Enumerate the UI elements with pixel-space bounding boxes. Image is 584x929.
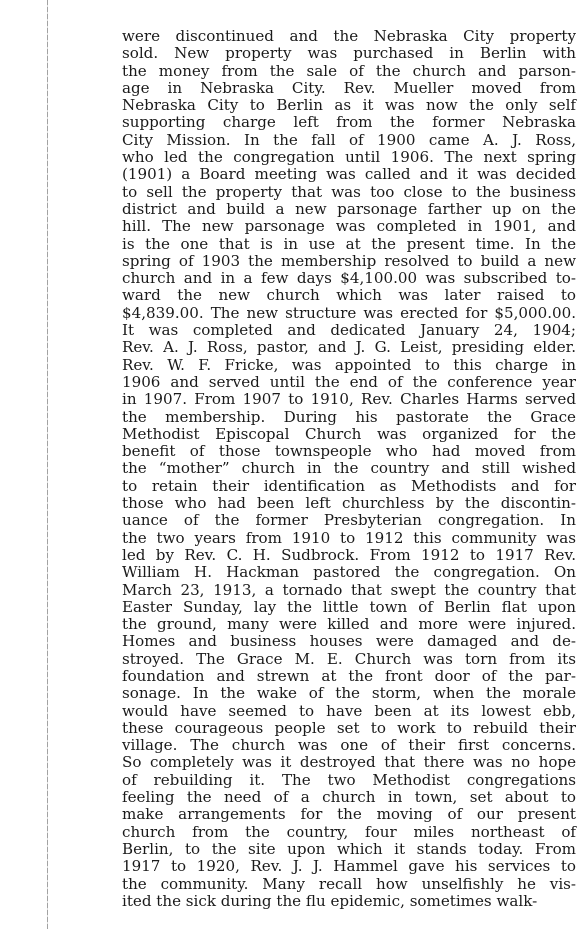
text-line: ward the new church which was later raised to xyxy=(122,286,576,305)
text-line: the membership. During his pastorate the Grace xyxy=(122,407,576,426)
text-line: It was completed and dedicated January 24, 1904; xyxy=(122,321,576,340)
text-line: the “mother” church in the country and still wished xyxy=(122,459,576,478)
text-line: spring of 1903 the membership resolved to build a new xyxy=(122,251,576,270)
text-line: Berlin, to the site upon which it stands today. From xyxy=(122,839,576,858)
text-line: Nebraska City to Berlin as it was now the only self xyxy=(122,96,576,115)
text-line: led by Rev. C. H. Sudbrock. From 1912 to 1917 Rev. xyxy=(122,545,576,564)
text-line: stroyed. The Grace M. E. Church was torn from its xyxy=(122,649,576,668)
text-line: would have seemed to have been at its lowest ebb, xyxy=(122,701,576,720)
text-line: benefit of those townspeople who had moved from xyxy=(122,442,576,461)
text-line: uance of the former Presbyterian congregation. In xyxy=(122,511,576,530)
text-line: village. The church was one of their first concerns. xyxy=(122,736,576,755)
text-line: March 23, 1913, a tornado that swept the country that xyxy=(122,580,576,599)
text-line: to retain their identification as Methodists and for xyxy=(122,476,576,495)
text-line: Methodist Episcopal Church was organized for the xyxy=(122,424,576,443)
binding-margin-line xyxy=(47,0,48,929)
text-line: who led the congregation until 1906. The next spring xyxy=(122,148,576,167)
text-line: these courageous people set to work to rebuild their xyxy=(122,718,576,737)
text-line: the ground, many were killed and more were injured. xyxy=(122,615,576,634)
text-line: make arrangements for the moving of our present xyxy=(122,805,576,824)
text-line: church and in a few days $4,100.00 was subscribed to- xyxy=(122,269,576,288)
text-line: supporting charge left from the former Nebraska xyxy=(122,113,576,132)
text-line: sold. New property was purchased in Berlin with xyxy=(122,44,576,63)
text-line: Easter Sunday, lay the little town of Berlin flat upon xyxy=(122,597,576,616)
text-line: So completely was it destroyed that there was no hope xyxy=(122,753,576,772)
text-line: is the one that is in use at the present time. In the xyxy=(122,234,576,253)
text-line: feeling the need of a church in town, set about to xyxy=(122,788,576,807)
text-line: hill. The new parsonage was completed in 1901, and xyxy=(122,217,576,236)
text-line: City Mission. In the fall of 1900 came A. J. Ross, xyxy=(122,130,576,149)
text-line: ited the sick during the flu epidemic, sometimes walk- xyxy=(122,891,538,910)
text-line: those who had been left churchless by the discontin- xyxy=(122,494,576,513)
text-line: Rev. W. F. Fricke, was appointed to this charge in xyxy=(122,355,576,374)
text-line: 1917 to 1920, Rev. J. J. Hammel gave his services to xyxy=(122,857,576,876)
text-line: foundation and strewn at the front door of the par- xyxy=(122,666,576,685)
text-line: district and build a new parsonage farther up on the xyxy=(122,199,576,218)
text-line: 1906 and served until the end of the conference year xyxy=(122,372,576,391)
text-line: to sell the property that was too close to the business xyxy=(122,182,576,201)
text-line: the money from the sale of the church and parson- xyxy=(122,61,576,80)
text-line: church from the country, four miles northeast of xyxy=(122,822,576,841)
text-line: of rebuilding it. The two Methodist congregations xyxy=(122,770,576,789)
text-line: (1901) a Board meeting was called and it was decided xyxy=(122,165,576,184)
body-text-column xyxy=(122,28,576,910)
text-line: were discontinued and the Nebraska City property xyxy=(122,27,576,45)
text-line: in 1907. From 1907 to 1910, Rev. Charles Harms served xyxy=(122,390,576,409)
text-line: age in Nebraska City. Rev. Mueller moved from xyxy=(122,78,576,97)
text-line: William H. Hackman pastored the congregation. On xyxy=(122,563,576,582)
text-line: $4,839.00. The new structure was erected for $5,000.00. xyxy=(122,303,576,322)
text-line: sonage. In the wake of the storm, when the morale xyxy=(122,684,576,703)
text-line: the community. Many recall how unselfishly he vis- xyxy=(122,874,576,893)
text-line: Homes and business houses were damaged and de- xyxy=(122,632,576,651)
text-line: Rev. A. J. Ross, pastor, and J. G. Leist, presiding elder. xyxy=(122,338,576,357)
text-line: the two years from 1910 to 1912 this community was xyxy=(122,528,576,547)
